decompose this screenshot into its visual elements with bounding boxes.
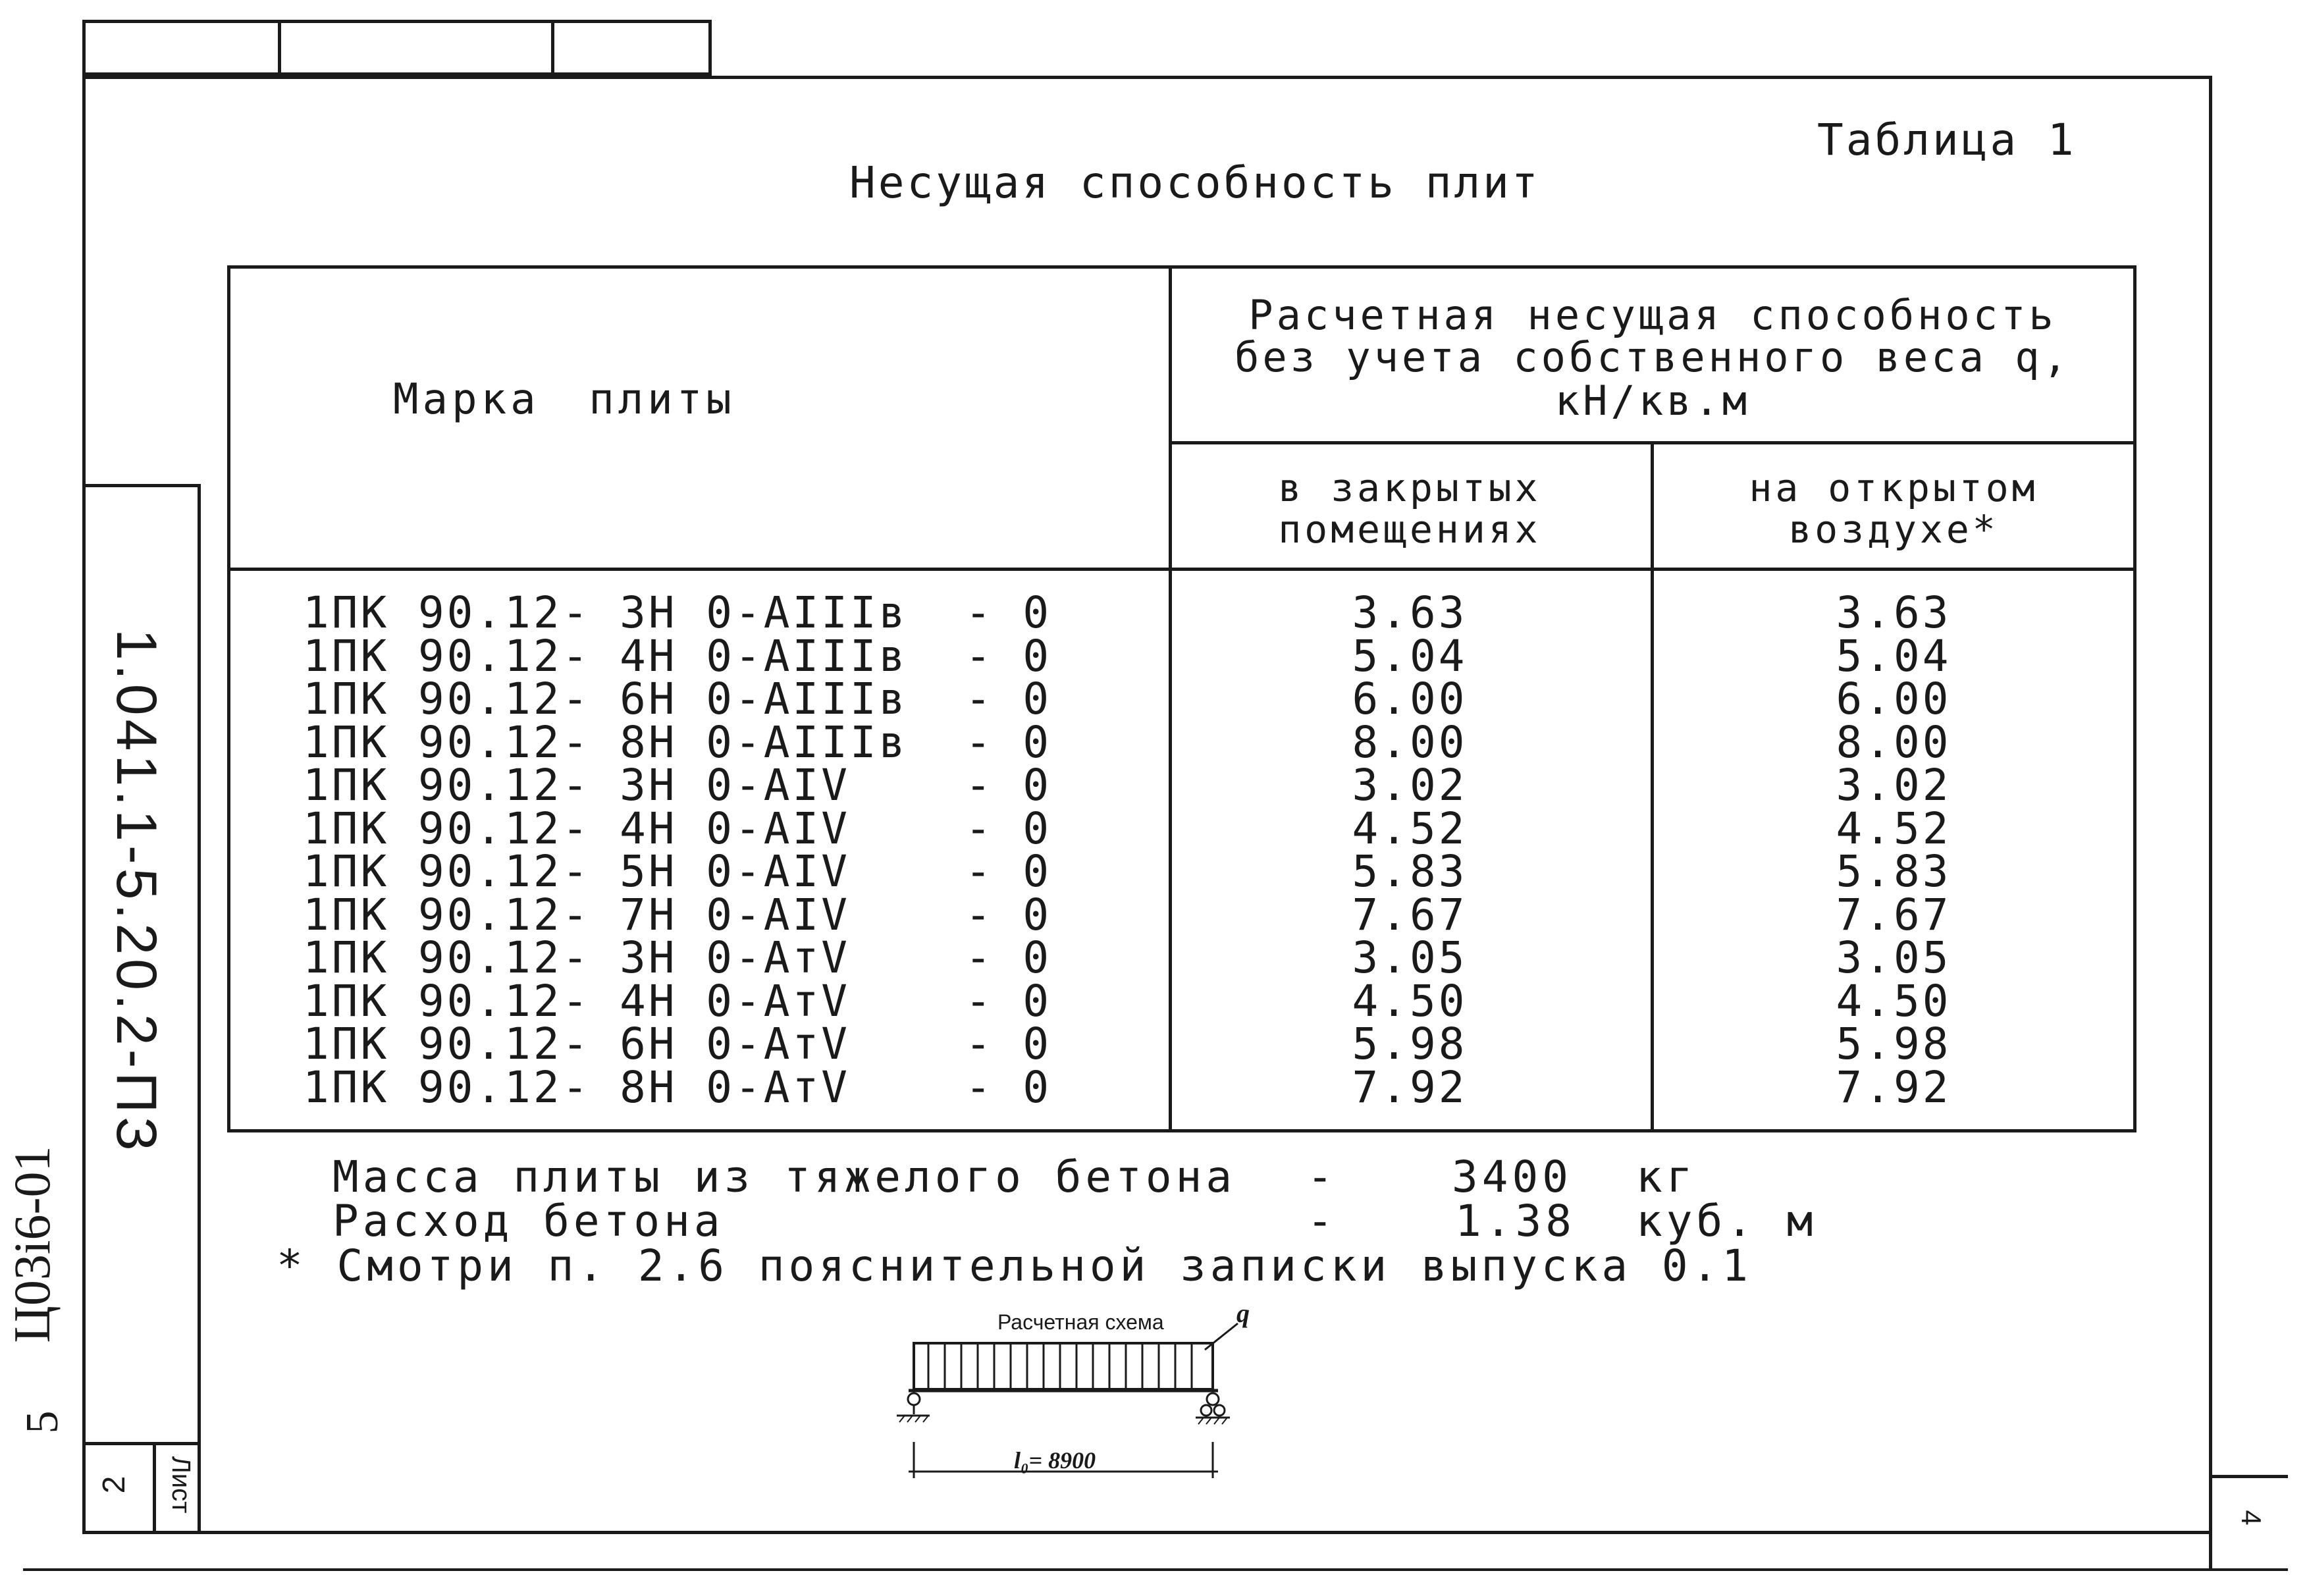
table-subheader-line (1169, 441, 2136, 444)
table-cell-closed: 3.63 (1352, 587, 1468, 638)
table-cell-open: 4.52 (1836, 803, 1951, 854)
table-row-mark: 1ПК 90.12- 6Н 0-АIIIв - 0 (303, 674, 1052, 724)
table-cell-closed: 3.02 (1352, 760, 1468, 811)
table-cell-closed: 4.52 (1352, 803, 1468, 854)
header-mark: Марка плиты (393, 375, 735, 424)
header-capacity-line2: без учета собственного веса q, (1234, 333, 2071, 381)
archive-number: 5 (17, 1410, 68, 1434)
mass-value: 3400 (1452, 1152, 1572, 1202)
table-cell-closed: 5.98 (1352, 1019, 1468, 1069)
table-cell-open: 5.04 (1836, 630, 1951, 681)
header-open-line1: на открытом (1749, 466, 2038, 510)
table-cell-closed: 6.00 (1352, 674, 1468, 724)
page-box-top (2209, 1475, 2288, 1478)
header-capacity-line3: кН/кв.м (1554, 377, 1751, 425)
concrete-unit: куб. м (1636, 1196, 1817, 1246)
table-cell-closed: 5.83 (1352, 846, 1468, 897)
table-cell-open: 3.63 (1836, 587, 1951, 638)
column-open (1654, 587, 2133, 1113)
side-strip-stamp-divider (153, 1442, 156, 1534)
archive-code: Ц03і6-01 (3, 1146, 61, 1343)
table-cell-open: 7.67 (1836, 889, 1951, 940)
table-cell-closed: 5.04 (1352, 630, 1468, 681)
concrete-value: 1.38 (1455, 1196, 1576, 1246)
header-closed-line2: помещениях (1278, 507, 1541, 552)
table-cell-closed: 3.05 (1352, 932, 1468, 983)
table-row-mark: 1ПК 90.12- 6Н 0-АтV - 0 (303, 1019, 1052, 1069)
header-open-line2: воздухе* (1788, 507, 1999, 552)
table-cell-closed: 7.67 (1352, 889, 1468, 940)
table-label: Таблица 1 (1817, 115, 2077, 165)
sheet-number: 2 (97, 1476, 132, 1494)
side-strip-top (82, 484, 201, 487)
scheme-title: Расчетная схема (997, 1310, 1164, 1334)
table-cell-open: 6.00 (1836, 674, 1951, 724)
top-stamp-box-3 (551, 20, 712, 76)
table-row-mark: 1ПК 90.12- 5Н 0-АIV - 0 (303, 846, 1052, 897)
page-number: 4 (2236, 1510, 2267, 1526)
table-row-mark: 1ПК 90.12- 3Н 0-АтV - 0 (303, 932, 1052, 983)
footnote: * Смотри п. 2.6 пояснительной записки выпуска 0.1 (277, 1240, 1753, 1291)
sheet-label: Лист (167, 1456, 196, 1514)
frame-right (2209, 76, 2212, 1534)
table-header-bottom (227, 568, 2136, 571)
table-row-mark: 1ПК 90.12- 8Н 0-АтV - 0 (303, 1061, 1052, 1113)
table-cell-open: 7.92 (1836, 1061, 1951, 1113)
table-row-mark: 1ПК 90.12- 7Н 0-АIV - 0 (303, 889, 1052, 940)
column-closed (1172, 587, 1647, 1113)
side-strip-right (198, 484, 201, 1534)
top-stamp-box-2 (278, 20, 554, 76)
document-code: 1.041.1-5.20.2-ПЗ (105, 629, 168, 1156)
column-mark (303, 587, 1052, 1113)
scheme-span-label: l₀= 8900 (1014, 1447, 1096, 1474)
mass-label: Масса плиты из тяжелого бетона (332, 1152, 1236, 1202)
outer-bottom-line (23, 1568, 2288, 1571)
table-cell-open: 3.02 (1836, 760, 1951, 811)
mass-unit: кг (1636, 1152, 1697, 1202)
mass-dash: - (1307, 1152, 1333, 1202)
page-title: Несущая способность плит (849, 157, 1541, 208)
concrete-label: Расход бетона (332, 1196, 724, 1246)
table-cell-open: 5.83 (1836, 846, 1951, 897)
table-row-mark: 1ПК 90.12- 4Н 0-АIV - 0 (303, 803, 1052, 854)
frame-top (82, 76, 2212, 79)
side-strip-stamp-top (82, 1442, 201, 1445)
frame-left (82, 20, 86, 1534)
concrete-dash: - (1307, 1196, 1333, 1246)
table-cell-closed: 4.50 (1352, 975, 1468, 1026)
table-cell-closed: 8.00 (1352, 716, 1468, 768)
table-cell-open: 4.50 (1836, 975, 1951, 1026)
page-box-left (2209, 1475, 2212, 1570)
header-capacity-line1: Расчетная несущая способность (1248, 291, 2057, 339)
table-row-mark: 1ПК 90.12- 3Н 0-АIIIв - 0 (303, 587, 1052, 638)
top-stamp-box-1 (82, 20, 281, 76)
table-cell-closed: 7.92 (1352, 1061, 1468, 1113)
table-row-mark: 1ПК 90.12- 4Н 0-АIIIв - 0 (303, 630, 1052, 681)
table-row-mark: 1ПК 90.12- 3Н 0-АIV - 0 (303, 760, 1052, 811)
header-closed-line1: в закрытых (1278, 466, 1541, 510)
table-row-mark: 1ПК 90.12- 4Н 0-АтV - 0 (303, 975, 1052, 1026)
table-cell-open: 8.00 (1836, 716, 1951, 768)
table-cell-open: 5.98 (1836, 1019, 1951, 1069)
table-cell-open: 3.05 (1836, 932, 1951, 983)
table-row-mark: 1ПК 90.12- 8Н 0-АIIIв - 0 (303, 716, 1052, 768)
scheme-load-label: q (1236, 1298, 1250, 1328)
frame-bottom (82, 1531, 2212, 1534)
